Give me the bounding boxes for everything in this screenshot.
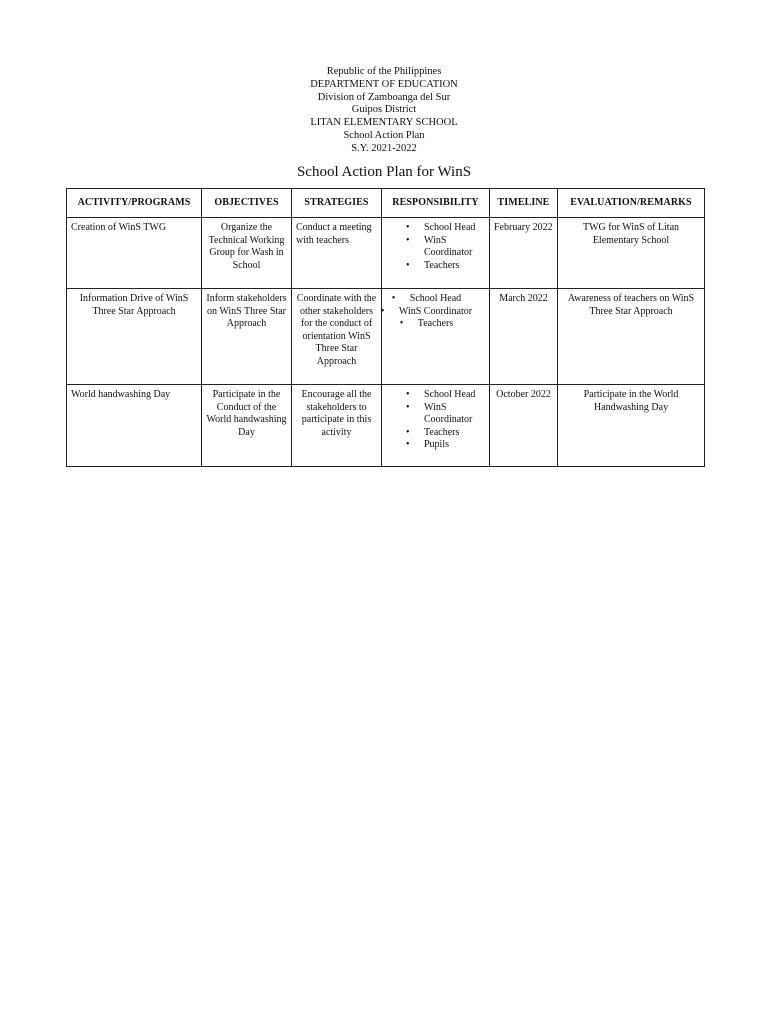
cell-strategies: Coordinate with the other stakeholders for the conduct of orientation WinS Three Star Approach (292, 289, 382, 385)
table-row (67, 289, 705, 385)
column-header-evaluation: EVALUATION/REMARKS (558, 189, 705, 218)
header-line-department: DEPARTMENT OF EDUCATION (310, 78, 458, 90)
responsibility-list (386, 222, 485, 272)
cell-evaluation: Awareness of teachers on WinS Three Star Approach (558, 289, 705, 385)
cell-objectives: Participate in the Conduct of the World handwashing Day (202, 385, 292, 467)
page-title: School Action Plan for WinS (296, 164, 472, 180)
header-line-school-year: S.Y. 2021-2022 (351, 142, 417, 154)
cell-activity: Creation of WinS TWG (67, 218, 202, 289)
header-line-plan: School Action Plan (343, 129, 425, 141)
cell-timeline: March 2022 (490, 289, 558, 385)
header-line-school: LITAN ELEMENTARY SCHOOL (310, 117, 458, 129)
cell-activity: World handwashing Day (67, 385, 202, 467)
cell-responsibility (382, 385, 490, 467)
cell-activity: Information Drive of WinS Three Star Approach (67, 289, 202, 385)
cell-objectives: Organize the Technical Working Group for Wash in School (202, 218, 292, 289)
cell-timeline: October 2022 (490, 385, 558, 467)
list-item: • Teachers (386, 318, 485, 331)
table-row (67, 218, 705, 289)
cell-strategies: Conduct a meeting with teachers (292, 218, 382, 289)
cell-timeline: February 2022 (490, 218, 558, 289)
column-header-responsibility: RESPONSIBILITY (382, 189, 490, 218)
list-item: • Teachers (424, 427, 485, 440)
responsibility-list (386, 293, 485, 331)
list-item: • School Head (424, 389, 485, 402)
cell-strategies: Encourage all the stakeholders to participate in this activity (292, 385, 382, 467)
responsibility-list (386, 389, 485, 452)
cell-objectives: Inform stakeholders on WinS Three Star Approach (202, 289, 292, 385)
letterhead (0, 66, 768, 156)
header-line-division: Division of Zamboanga del Sur (317, 91, 451, 103)
list-item: • WinS Coordinator (424, 235, 485, 260)
list-item: • Pupils (424, 439, 485, 452)
header-line-republic: Republic of the Philippines (326, 66, 442, 77)
cell-responsibility (382, 289, 490, 385)
action-plan-table (66, 188, 705, 467)
list-item: • WinS Coordinator (386, 306, 485, 319)
list-item: • School Head (424, 222, 485, 235)
table-header-row (67, 189, 705, 218)
column-header-timeline: TIMELINE (490, 189, 558, 218)
list-item: • School Head (386, 293, 485, 306)
table-row (67, 385, 705, 467)
cell-evaluation: Participate in the World Handwashing Day (558, 385, 705, 467)
column-header-activity: ACTIVITY/PROGRAMS (67, 189, 202, 218)
cell-responsibility (382, 218, 490, 289)
list-item: • Teachers (424, 260, 485, 273)
header-line-district: Guipos District (351, 104, 417, 116)
list-item: • WinS Coordinator (424, 402, 485, 427)
column-header-strategies: STRATEGIES (292, 189, 382, 218)
cell-evaluation: TWG for WinS of Litan Elementary School (558, 218, 705, 289)
column-header-objectives: OBJECTIVES (202, 189, 292, 218)
